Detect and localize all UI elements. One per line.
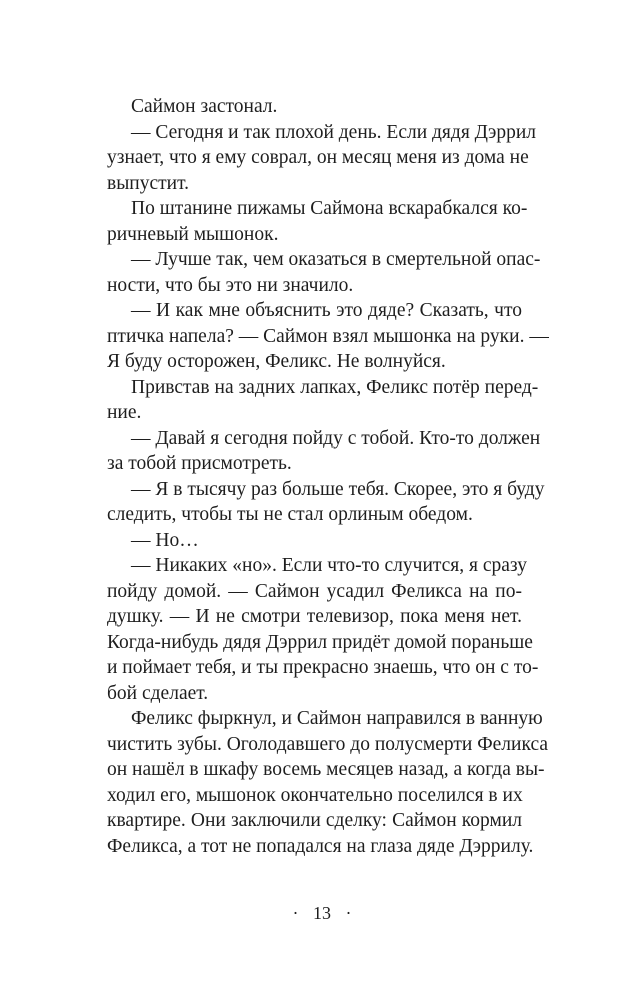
text-line: птичка напела? — Саймон взял мышонка на руки. — <box>107 325 549 347</box>
text-line: Феликс фыркнул, и Саймон направился в ванную <box>131 708 543 729</box>
text-line: узнает, что я ему соврал, он месяц меня из дома не <box>107 147 529 168</box>
text-line: он нашёл в шкафу восемь месяцев назад, а когда вы- <box>107 759 545 780</box>
text-line: бой сделает. <box>107 682 209 704</box>
text-line: выпустит. <box>107 172 190 194</box>
text-line: душку. — И не смотри телевизор, пока меня нет. <box>107 606 522 627</box>
text-line: квартире. Они заключили сделку: Саймон кормил <box>107 810 522 831</box>
text-line: Саймон застонал. <box>131 96 278 117</box>
text-line: за тобой присмотреть. <box>107 453 292 474</box>
text-line: — Лучше так, чем оказаться в смертельной опас- <box>131 249 541 270</box>
text-line: Когда-нибудь дядя Дэррил придёт домой пораньше <box>107 631 533 653</box>
text-line: Я буду осторожен, Феликс. Не волнуйся. <box>107 351 446 372</box>
text-line: — И как мне объяснить это дяде? Сказать, что <box>131 300 522 321</box>
text-line: пойду домой. — Саймон усадил Феликса на по- <box>107 580 522 602</box>
text-line: следить, чтобы ты не стал орлиным обедом. <box>107 504 473 525</box>
text-line: ходил его, мышонок окончательно поселился в их <box>107 784 523 806</box>
page-number: · 13 · <box>292 903 352 923</box>
text-line: Феликса, а тот не попадался на глаза дяде Дэррилу. <box>107 835 534 857</box>
text-line: По штанине пижамы Саймона вскарабкался ко- <box>131 198 528 219</box>
text-line: ности, что бы это ни значило. <box>107 274 354 296</box>
text-line: чистить зубы. Оголодавшего до полусмерти Феликса <box>107 733 548 755</box>
text-line: — Сегодня и так плохой день. Если дядя Дэррил <box>131 121 537 143</box>
text-line: ричневый мышонок. <box>107 223 279 245</box>
text-line: — Но… <box>131 529 199 551</box>
text-line: Привстав на задних лапках, Феликс потёр перед- <box>131 376 539 398</box>
text-line: и поймает тебя, и ты прекрасно знаешь, что он с то- <box>107 657 539 678</box>
text-line: — Я в тысячу раз больше тебя. Скорее, это я буду <box>131 478 545 500</box>
text-line: ние. <box>107 402 142 423</box>
text-line: — Давай я сегодня пойду с тобой. Кто-то должен <box>131 427 541 449</box>
body-text <box>107 94 549 859</box>
text-line: — Никаких «но». Если что-то случится, я сразу <box>131 555 527 576</box>
